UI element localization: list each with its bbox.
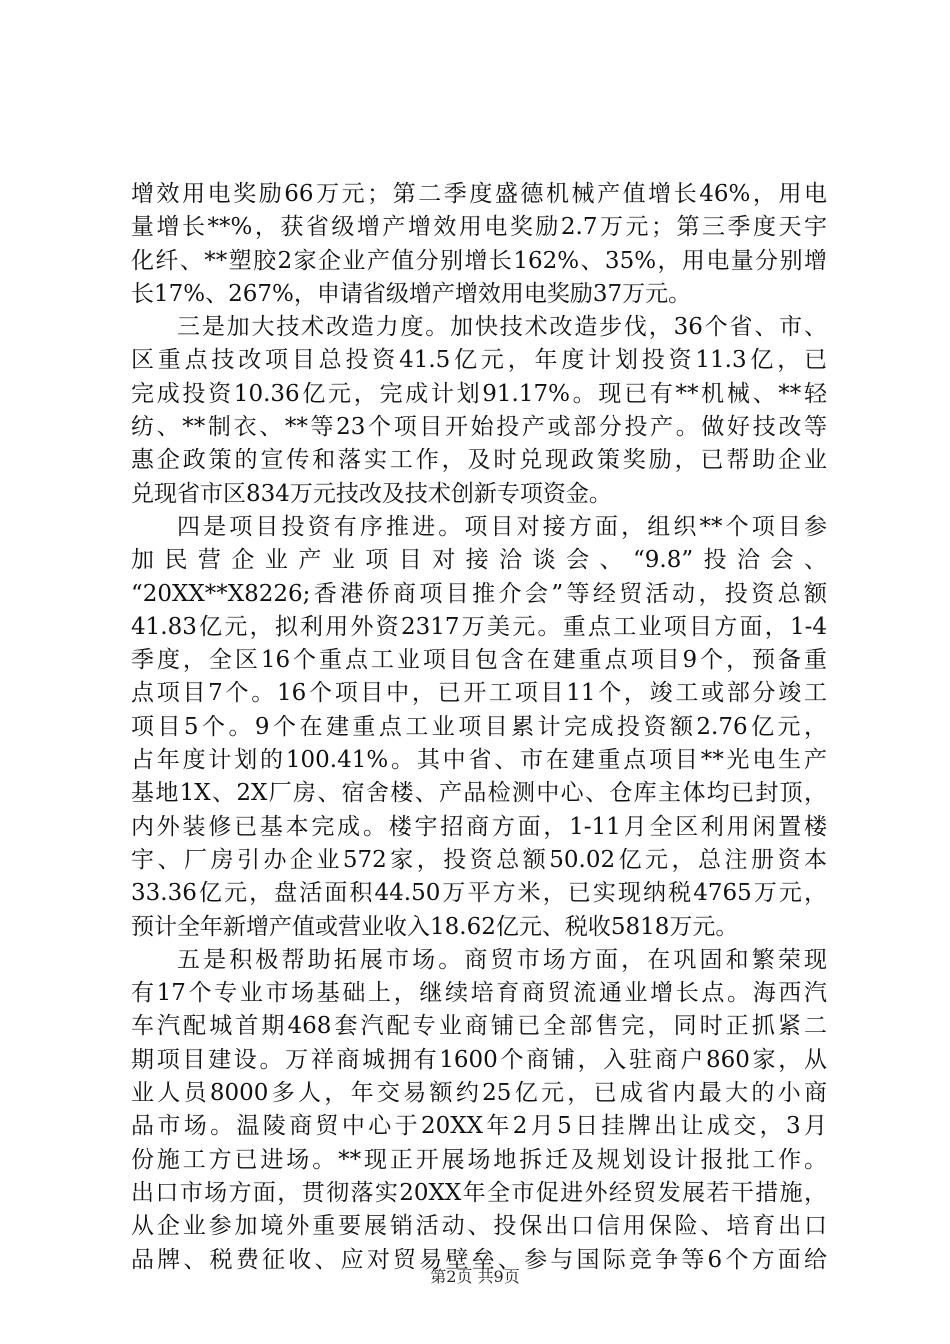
text-line: 三是加大技术改造力度。加快技术改造步伐，36个省、市、 [177, 314, 827, 341]
text-line: 内外装修已基本完成。楼宇招商方面，1-11月全区利用闲置楼 [131, 813, 827, 840]
body-text [131, 178, 827, 1277]
text-line: 品市场。温陵商贸中心于20XX年2月5日挂牌出让成交，3月 [131, 1113, 827, 1140]
text-line: 区重点技改项目总投资41.5亿元，年度计划投资11.3亿，已 [131, 347, 827, 374]
text-line: 季度，全区16个重点工业项目包含在建重点项目9个，预备重 [131, 647, 827, 674]
page-footer: 第2页 共9页 [430, 1267, 520, 1286]
text-line: 车汽配城首期468套汽配专业商铺已全部售完，同时正抓紧二 [131, 1013, 827, 1040]
text-line: 41.83亿元，拟利用外资2317万美元。重点工业项目方面，1-4 [131, 613, 827, 640]
text-line: 期项目建设。万祥商城拥有1600个商铺，入驻商户860家，从 [131, 1046, 827, 1073]
text-line: 化纤、**塑胶2家企业产值分别增长162%、35%，用电量分别增 [131, 247, 827, 274]
text-line: 兑现省市区834万元技改及技术创新专项资金。 [131, 480, 612, 507]
text-line: 项目5个。9个在建重点工业项目累计完成投资额2.76亿元， [131, 713, 827, 740]
text-line: 长17%、267%，申请省级增产增效用电奖励37万元。 [131, 280, 692, 307]
text-line: 份施工方已进场。**现正开展场地拆迁及规划设计报批工作。 [131, 1146, 827, 1173]
text-line: 点项目7个。16个项目中，已开工项目11个，竣工或部分竣工 [131, 680, 827, 707]
text-line: 有17个专业市场基础上，继续培育商贸流通业增长点。海西汽 [131, 980, 827, 1007]
text-line: 加民营企业产业项目对接洽谈会、“9.8”投洽会、 [131, 547, 827, 574]
text-line: 增效用电奖励66万元；第二季度盛德机械产值增长46%，用电 [131, 181, 827, 207]
text-line: 完成投资10.36亿元，完成计划91.17%。现已有**机械、**轻 [131, 380, 827, 407]
text-line: 惠企政策的宣传和落实工作，及时兑现政策奖励，已帮助企业 [131, 447, 827, 474]
text-line: 基地1X、2X厂房、宿舍楼、产品检测中心、仓库主体均已封顶， [131, 780, 827, 807]
text-line: 出口市场方面，贯彻落实20XX年全市促进外经贸发展若干措施， [131, 1179, 827, 1206]
text-line: 33.36亿元，盘活面积44.50万平方米，已实现纳税4765万元， [131, 880, 827, 907]
text-line: 从企业参加境外重要展销活动、投保出口信用保险、培育出口 [131, 1213, 827, 1240]
text-line: 五是积极帮助拓展市场。商贸市场方面，在巩固和繁荣现 [177, 946, 827, 973]
text-line: “20XX**X8226;香港侨商项目推介会”等经贸活动，投资总额 [131, 580, 827, 607]
text-line: 业人员8000多人，年交易额约25亿元，已成省内最大的小商 [131, 1080, 827, 1107]
text-line: 量增长**%，获省级增产增效用电奖励2.7万元；第三季度天宇 [131, 214, 827, 241]
text-line: 预计全年新增产值或营业收入18.62亿元、税收5818万元。 [131, 913, 739, 940]
text-line: 宇、厂房引办企业572家，投资总额50.02亿元，总注册资本 [131, 846, 827, 873]
text-line: 占年度计划的100.41%。其中省、市在建重点项目**光电生产 [131, 747, 827, 774]
text-line: 品牌、税费征收、应对贸易壁垒、参与国际竞争等6个方面给 [131, 1246, 827, 1273]
text-line: 四是项目投资有序推进。项目对接方面，组织**个项目参 [177, 513, 827, 540]
text-line: 纺、**制衣、**等23个项目开始投产或部分投产。做好技改等 [131, 414, 827, 441]
